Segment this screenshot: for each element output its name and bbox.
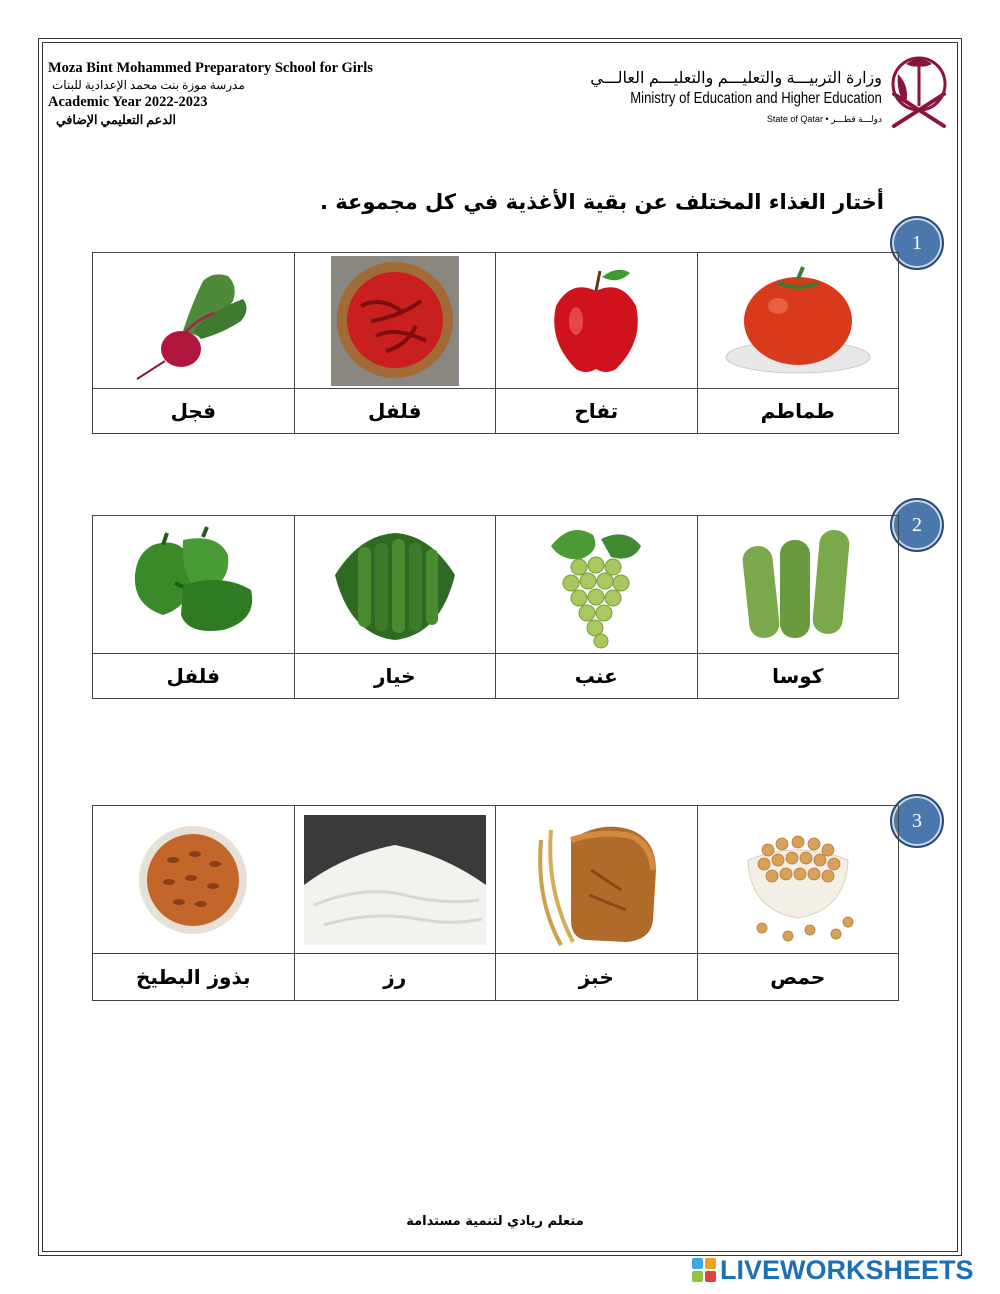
food-option-rice[interactable] xyxy=(294,806,496,954)
liveworksheets-logo[interactable] xyxy=(692,1256,974,1284)
zucchini-icon xyxy=(738,524,858,646)
food-label: بذوز البطيخ xyxy=(93,954,295,1001)
food-label: فلفل xyxy=(294,389,496,434)
food-option-zucchini[interactable] xyxy=(697,516,899,654)
ministry-name-en: Ministry of Education and Higher Education xyxy=(630,90,882,107)
food-option-grapes[interactable] xyxy=(496,516,698,654)
ministry-name-ar: وزارة التربيـــة والتعليـــم والتعليـــم العالـــي xyxy=(590,70,882,87)
radish-icon xyxy=(123,261,263,381)
food-label: خيار xyxy=(294,654,496,699)
food-option-bread[interactable] xyxy=(496,806,698,954)
food-option-cucumber[interactable] xyxy=(294,516,496,654)
footer-slogan: متعلم ريادي لتنمية مستدامة xyxy=(406,1214,584,1229)
state-label: State of Qatar • دولـــة قطـــر xyxy=(766,114,882,124)
chickpeas-bowl-icon xyxy=(728,810,868,950)
tomato-on-plate-icon xyxy=(723,261,873,381)
food-label: فجل xyxy=(93,389,295,434)
food-option-tomato[interactable] xyxy=(697,253,899,389)
food-label: تفاح xyxy=(496,389,698,434)
school-name-ar: مدرسة موزة بنت محمد الإعدادية للبنات xyxy=(52,78,245,92)
instruction-text: أختار الغذاء المختلف عن بقية الأغذية في كل مجموعة . xyxy=(319,190,884,214)
food-label: حمص xyxy=(697,954,899,1001)
food-option-red-pepper[interactable] xyxy=(294,253,496,389)
grapes-icon xyxy=(541,521,651,649)
food-label: عنب xyxy=(496,654,698,699)
food-label: طماطم xyxy=(697,389,899,434)
food-label: رز xyxy=(294,954,496,1001)
cucumbers-icon xyxy=(330,525,460,645)
food-option-chickpeas[interactable] xyxy=(697,806,899,954)
academic-year: Academic Year 2022-2023 xyxy=(48,94,208,110)
seeds-bowl-icon xyxy=(133,820,253,940)
food-option-apple[interactable] xyxy=(496,253,698,389)
rice-icon xyxy=(304,815,486,945)
apple-icon xyxy=(536,261,656,381)
food-option-watermelon-seeds[interactable] xyxy=(93,806,295,954)
food-label: خبز xyxy=(496,954,698,1001)
food-label: فلفل xyxy=(93,654,295,699)
group-number-badge-3: 3 xyxy=(890,794,944,848)
green-peppers-icon xyxy=(123,525,263,645)
ministry-header xyxy=(575,68,882,125)
food-group-3 xyxy=(92,805,899,1001)
brand-name: LIVEWORKSHEETS xyxy=(720,1254,974,1285)
food-option-radish[interactable] xyxy=(93,253,295,389)
group-number-badge-1: 1 xyxy=(890,216,944,270)
food-group-2 xyxy=(92,515,899,699)
bread-icon xyxy=(531,810,661,950)
red-peppers-basket-icon xyxy=(331,256,459,386)
program-name: الدعم التعليمي الإضافي xyxy=(56,113,176,127)
qatar-emblem-icon xyxy=(884,44,954,136)
food-group-1 xyxy=(92,252,899,434)
school-name-en: Moza Bint Mohammed Preparatory School for Girls xyxy=(48,60,373,76)
food-label: كوسا xyxy=(697,654,899,699)
food-option-green-pepper[interactable] xyxy=(93,516,295,654)
liveworksheets-tiles-icon xyxy=(692,1258,716,1282)
school-header xyxy=(48,60,373,128)
group-number-badge-2: 2 xyxy=(890,498,944,552)
